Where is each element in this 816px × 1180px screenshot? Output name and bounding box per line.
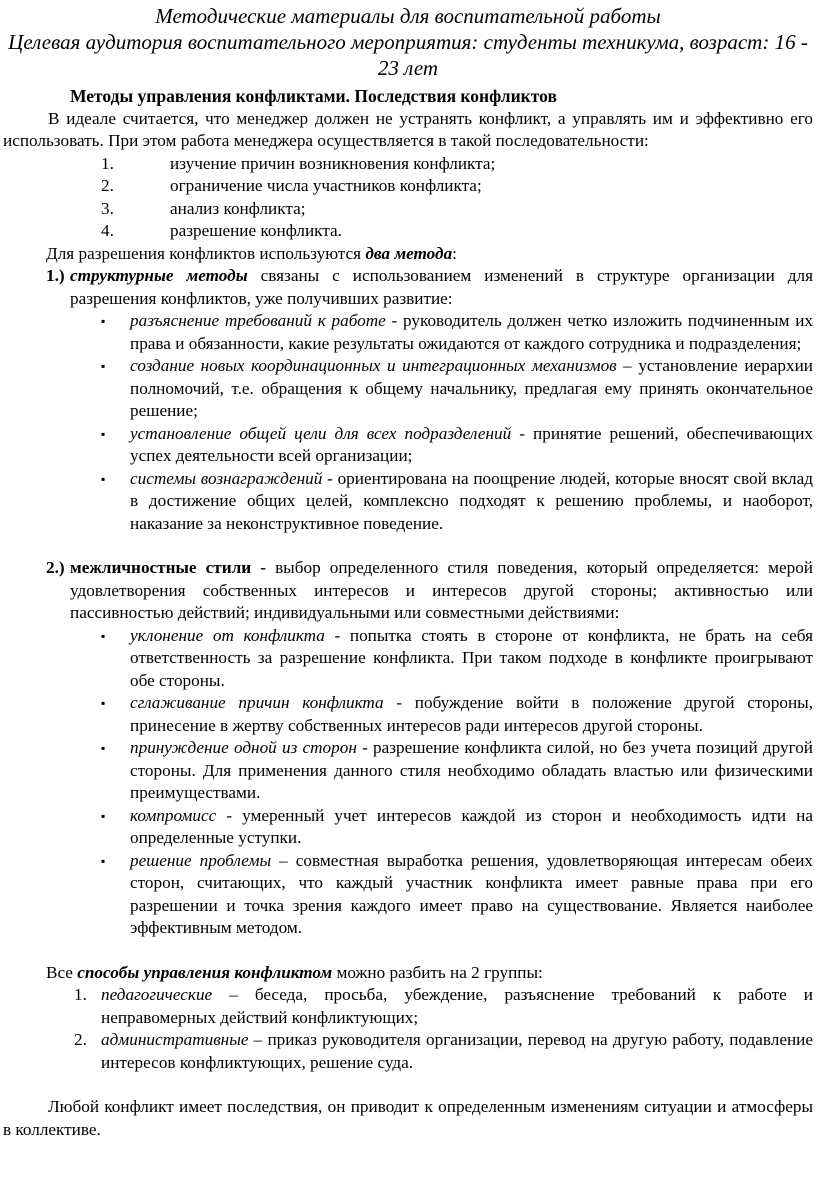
list-text: ограничение числа участников конфликта; [170, 176, 482, 195]
list-item [0, 220, 816, 243]
item-text: - разрешение конфликта силой, но без учета позиций другой стороны. Для применения данного стиля необходимо обладать властью или физическими преимуществами. [130, 738, 814, 802]
item-text: - руководитель должен четко изложить подчиненным их права и обязанности, какие результаты ожидаются от каждого сотрудника и подразделения; [130, 311, 813, 353]
spacer [0, 1074, 816, 1096]
square-bullet-icon: ▪ [101, 314, 106, 328]
item-term: компромисс [130, 805, 217, 825]
groups-lead-emphasis: способы управления конфликтом [77, 962, 333, 982]
list-item [0, 850, 816, 940]
section-title: Методы управления конфликтами. Последствия конфликтов [70, 86, 557, 106]
list-text: разрешение конфликта. [170, 221, 342, 240]
list-item [0, 423, 816, 468]
item-term: системы вознаграждений [130, 468, 323, 488]
square-bullet-icon: ▪ [101, 359, 106, 373]
group-term: педагогические [101, 985, 213, 1004]
groups-list [0, 984, 816, 1074]
method-1-text: связаны с использованием изменений в структуре организации для разрешения конфликтов, уже получивших развитие: [70, 266, 814, 308]
list-text: изучение причин возникновения конфликта; [170, 153, 496, 173]
square-bullet-icon: ▪ [101, 471, 106, 486]
list-item [0, 310, 816, 355]
item-text: - ориентирована на поощрение людей, которые вносят свой вклад в достижение общих целей, комплексно подходят к решению проблемы, и наоборот, наказание за неконструктивное поведение. [130, 468, 813, 533]
method-2-list [0, 625, 816, 940]
square-bullet-icon: ▪ [101, 808, 106, 823]
method-2-term: межличностные стили - [70, 558, 266, 577]
list-number: 3. [101, 198, 114, 218]
group-term: административные [101, 1030, 249, 1049]
intro-paragraph: В идеале считается, что менеджер должен не устранять конфликт, а управлять им и эффективно его использовать. При этом работа менеджера осуществляется в такой последовательности: [3, 108, 813, 150]
item-term: решение проблемы [130, 850, 272, 870]
header-line-1: Методические материалы для воспитательной работы [155, 4, 661, 28]
item-term: установление общей цели для всех подразделений [130, 423, 512, 443]
list-item [0, 198, 816, 221]
list-item [0, 625, 816, 693]
methods-lead-emphasis: два метода [365, 243, 453, 263]
list-item [0, 984, 816, 1029]
square-bullet-icon: ▪ [101, 741, 106, 755]
list-number: 4. [101, 221, 114, 240]
item-term: уклонение от конфликта [130, 625, 325, 645]
list-item [0, 153, 816, 176]
item-text: - побуждение войти в положение другой стороны, принесение в жертву собственных интересов ради интересов другой стороны. [130, 693, 814, 735]
list-item [0, 692, 816, 737]
list-item [0, 175, 816, 198]
list-number: 1. [101, 153, 114, 173]
groups-lead: Все способы управления конфликтом можно разбить на 2 группы: [46, 962, 543, 982]
square-bullet-icon: ▪ [101, 426, 106, 441]
method-1-term: структурные методы [70, 266, 248, 285]
item-term: сглаживание причин конфликта [130, 693, 384, 712]
methods-lead: Для разрешения конфликтов используются два метода: [46, 243, 457, 263]
group-text: – беседа, просьба, убеждение, разъяснение требований к работе и неправомерных действий конфликтующих; [101, 985, 813, 1027]
square-bullet-icon: ▪ [101, 628, 106, 643]
group-text: – приказ руководителя организации, перевод на другую работу, подавление интересов конфликтующих, решение суда. [101, 1030, 813, 1072]
list-item [0, 1029, 816, 1074]
square-bullet-icon: ▪ [101, 696, 106, 710]
list-text: анализ конфликта; [170, 198, 306, 218]
method-1-paragraph [0, 265, 816, 310]
method-1-number: 1.) [46, 266, 65, 285]
item-text: - принятие решений, обеспечивающих успех деятельности всей организации; [130, 423, 813, 465]
item-term: принуждение одной из сторон [130, 738, 357, 757]
sequence-list [0, 153, 816, 243]
item-text: - попытка стоять в стороне от конфликта, не брать на себя ответственность за разрешение конфликта. При таком подходе в конфликте проигрывают обе стороны. [130, 625, 813, 690]
list-item [0, 737, 816, 805]
list-item [0, 355, 816, 423]
item-text: - умеренный учет интересов каждой из сторон и необходимость идти на определенные уступки. [130, 805, 813, 847]
list-item [0, 468, 816, 536]
list-number: 1. [74, 985, 87, 1004]
header-line-2: Целевая аудитория воспитательного мероприятия: студенты техникума, возраст: 16 - 23 лет [8, 30, 808, 80]
list-number: 2. [101, 176, 114, 195]
item-text: – совместная выработка решения, удовлетворяющая интересам обеих сторон, считающих, что каждый участник конфликта имеет равные права при его разрешении и точка зрения каждого имеет право на существование. Является наиболее эффективным методом. [130, 850, 813, 937]
spacer [0, 535, 816, 557]
item-term: разъяснение требований к работе [130, 311, 386, 330]
method-1-list [0, 310, 816, 535]
method-2-paragraph [0, 557, 816, 625]
item-term: создание новых координационных и интеграционных механизмов [130, 356, 617, 375]
method-2-number: 2.) [46, 558, 65, 577]
method-2-text: выбор определенного стиля поведения, который определяется: мерой удовлетворения собственных интересов и интересов другой стороны; активностью или пассивностью действий; индивидуальными или совместными действиями: [70, 558, 814, 622]
square-bullet-icon: ▪ [101, 853, 106, 868]
spacer [0, 940, 816, 962]
list-item [0, 805, 816, 850]
item-text: – установление иерархии полномочий, т.е. обращения к общему начальнику, предлагая ему принять окончательное решение; [130, 356, 813, 420]
list-number: 2. [74, 1030, 87, 1049]
conclusion-paragraph: Любой конфликт имеет последствия, он приводит к определенным изменениям ситуации и атмосферы в коллективе. [3, 1097, 813, 1139]
